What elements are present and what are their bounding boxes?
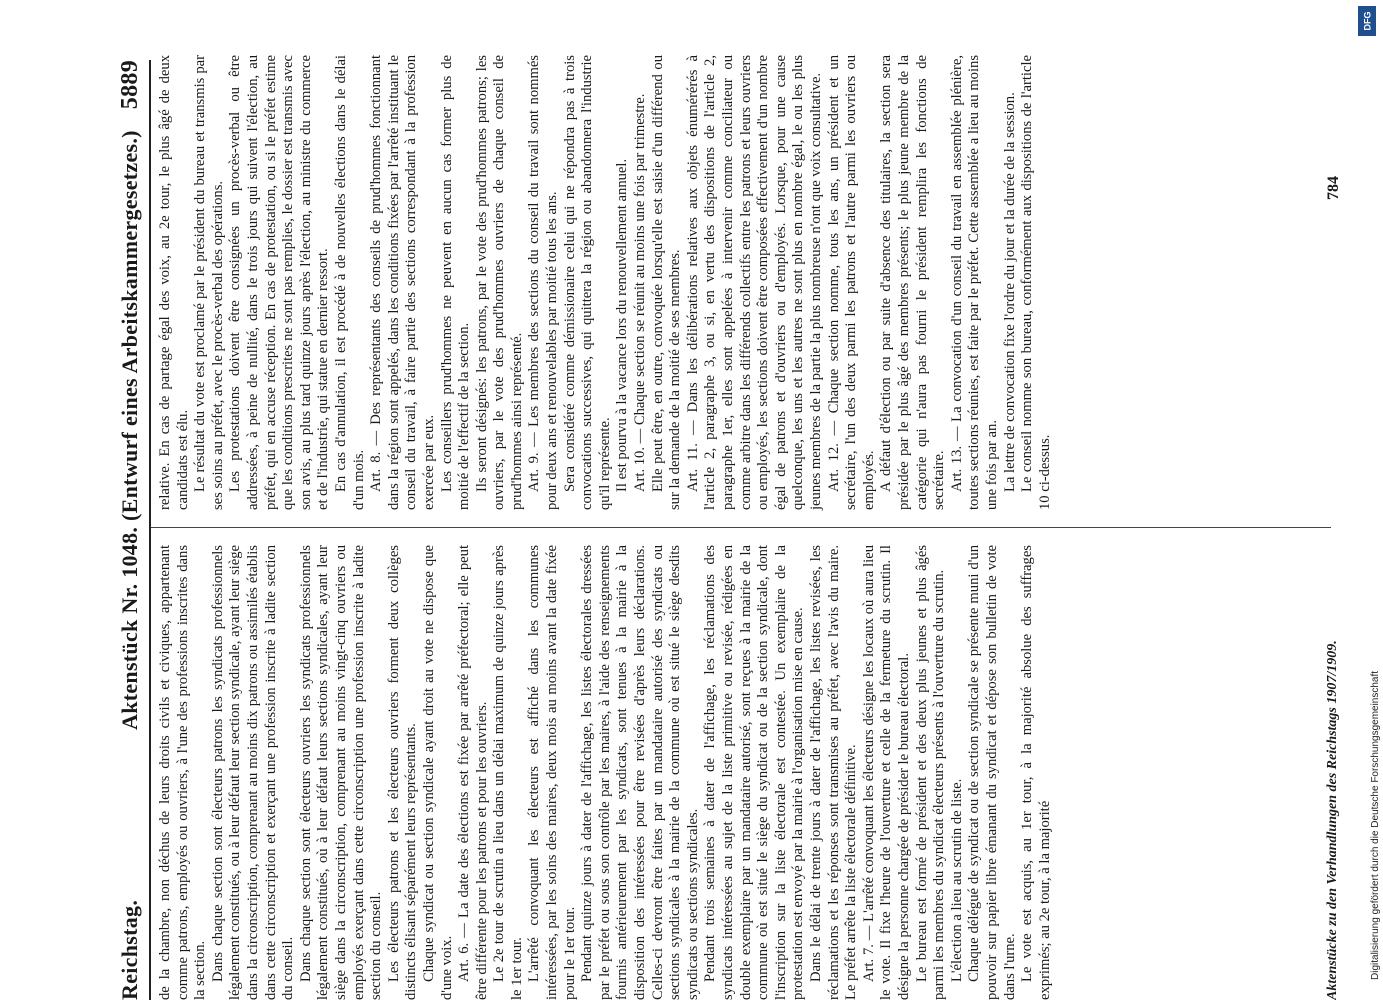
paragraph: Le résultat du vote est proclamé par le président du bureau et transmis par ses soins au préfet, avec le procès-verbal des opérations. [192, 55, 226, 510]
paragraph: Art. 8. — Des représentants des conseils de prud'hommes fonctionnant dans la région sont appelés, dans les conditions fixées par l'arrêté instituant le conseil du travail, à faire partie des sections correspondant à la profession exercée par eux. [368, 55, 437, 510]
paragraph: Chaque syndicat ou section syndicale ayant droit au vote ne dispose que d'une voix. [420, 545, 455, 1000]
footer-left: Aktenstücke zu den Verhandlungen des Reichstags 1907/1909. [1325, 640, 1340, 1000]
paragraph: relative. En cas de partage égal des voix, au 2e tour, le plus âgé de deux candidats est élu. [157, 55, 191, 510]
credit-text: Digitalisierung gefördert durch die Deutsche Forschungsgemeinschaft [1370, 670, 1381, 980]
header-center: Aktenstück Nr. 1048. (Entwurf eines Arbeitskammergesetzes.) [117, 130, 142, 730]
paragraph: Le 2e tour de scrutin a lieu dans un délai maximum de quinze jours après le 1er tour. [491, 545, 525, 1000]
page-number: 5889 [117, 60, 143, 110]
page-header [115, 60, 149, 1000]
digitization-credit [1356, 20, 1381, 980]
paragraph: Ils seront désignés: les patrons, par le vote des prud'hommes patrons; les ouvriers, par le vote des prud'hommes ouvriers de chaque conseil de prud'hommes ainsi représenté. [473, 55, 525, 510]
paragraph: Art. 7. — L'arrêté convoquant les électeurs désigne les locaux où aura lieu le vote. Il fixe l'heure de l'ouverture et celle de la fermeture du scrutin. Il désigne la personne chargée de présider le bureau électoral. [860, 545, 912, 1000]
paragraph: L'arrêté convoquant les électeurs est affiché dans les communes intéressées, par les soins des maires, deux mois au moins avant la date fixée pour le 1er tour. [526, 545, 578, 1000]
column-divider [151, 527, 1331, 528]
paragraph: Chaque délégué de syndicat ou de section syndicale se présente muni d'un pouvoir sur papier libre émanant du syndicat et dépose son bulletin de vote dans l'urne. [966, 545, 1018, 1000]
paragraph: Les protestations doivent être consignées un procès-verbal ou être addressées, à peine de nullité, dans le trois jours qui suivent l'élection, au préfet, qui en accuse réception. En cas de protestation, ou si le préfet estime que les conditions prescrites ne sont pas remplies, le dossier est transmis avec son avis, au plus tard quinze jours après l'élection, au ministre du commerce et de l'industrie, qui statue en dernier ressort. [227, 55, 332, 510]
paragraph: Art. 6. — La date des élections est fixée par arrêté préfectoral; elle peut être différente pour les patrons et pour les ouvriers. [456, 545, 490, 1000]
paragraph: Dans chaque section sont électeurs patrons les syndicats professionnels légalement constitués, ou à leur défaut leur section syndicale, ayant leur siège dans la circonscription, comprenant au moins dix patrons ou assimilés établis dans cette circonscription et exerçant une profession inscrite à ladite section du conseil. [209, 545, 297, 1000]
paragraph: L'élection a lieu au scrutin de liste. [948, 778, 965, 982]
paragraph: Les électeurs patrons et les électeurs ouvriers forment deux collèges distincts élisant séparément leurs représentants. [385, 545, 420, 1000]
paragraph: Le bureau est formé de président et des deux plus jeunes et plus âgés parmi les membres du syndicat électeurs présents à l'ouverture du scrutin. [913, 545, 948, 1000]
left-column [157, 545, 1054, 1000]
paragraph: A défaut d'élection ou par suite d'absence des titulaires, la section sera présidée par le plus âgé des membres présents; le plus jeune membre de la catégorie qui n'aura pas fourni le président remplira les fonctions de secrétaire. [878, 55, 948, 510]
header-left: Reichstag. [117, 899, 142, 1000]
paragraph: de la chambre, non déchus de leurs droits civils et civiques, appartenant comme patrons, employés ou ouvriers, à l'une des professions inscrites dans la section. [157, 545, 209, 1000]
paragraph: Le conseil nomme son bureau, conformément aux dispositions de l'article 10 ci-dessus. [1019, 55, 1053, 510]
paragraph: Elle peut être, en outre, convoquée lorsqu'elle est saisie d'un différend ou sur la demande de la moitié de ses membres. [649, 55, 684, 510]
paragraph: Les conseillers prud'hommes ne peuvent en aucun cas former plus de moitié de l'effectif de la section. [438, 55, 473, 510]
paragraph: Dans le délai de trente jours à dater de l'affichage, les listes revisées, les réclamations et les réponses sont transmises au préfet, avec l'avis du maire. Le préfet arrête la liste électorale définitive. [807, 545, 860, 1000]
paragraph: Il est pourvu à la vacance lors du renouvellement annuel. [614, 158, 631, 492]
paragraph: Art. 11. — Dans les délibérations relatives aux objets énumérérés à l'article 2, paragraphe 3, ou si, en vertu des dispositions de l'article 2, paragraphe 1er, elles sont appelées à intervenir comme conciliateur ou comme arbitre dans les différends collectifs entre les patrons et leurs ouvriers ou employés, les sections doivent être composées effectivement d'un nombre égal de patrons et d'ouvriers ou d'employés. Lorsque, pour une cause quelconque, les uns et les autres ne sont plus en nombre égal, le ou les plus jeunes membres de la partie la plus nombreuse n'ont que voix consultative. [684, 55, 824, 510]
paragraph: Art. 13. — La convocation d'un conseil du travail en assemblée plénière, toutes sections réunies, est faite par le préfet. Cette assemblée a lieu au moins une fois par an. [948, 55, 1000, 510]
paragraph: Pendant trois semaines à dater de l'affichage, les réclamations des syndicats intéressées au sujet de la liste primitive ou revisée, rédigées en double exemplaire par un mandataire autorisé, sont reçues à la mairie de la commune où est situé le siège du syndicat ou de la section syndicale, dont l'inscription sur la liste électorale est contestée. Un exemplaire de la protestation est envoyé par la mairie à l'organisation mise en cause. [702, 545, 807, 1000]
paragraph: Dans chaque section sont électeurs ouvriers les syndicats professionnels légalement constitués, où à leur défaut leurs sections syndicales, ayant leur siège dans la circonscription, comprenant au moins vingt-cinq ouvriers ou employés exerçant dans cette circonscription une profession inscrite à ladite section du conseil. [297, 545, 385, 1000]
paragraph: Pendant quinze jours à dater de l'affichage, les listes électorales dressées par le préfet ou sous son contrôle par les maires, à l'aide des renseignements fournis antérieurement par les syndicats, sont tenues à la mairie à la disposition des intéressées pour être revisées d'après leurs déclarations. Celles-ci devront être faites par un mandataire autorisé des syndicats ou sections syndicales à la mairie de la commune où est situé le siège desdits syndicats ou sections syndicales. [579, 545, 701, 1000]
paragraph: Le vote est acquis, au 1er tour, à la majorité absolue des suffrages exprimés; au 2e tour, à la majorité [1019, 545, 1053, 1000]
paragraph: Art. 10. — Chaque section se réunit au moins une fois par trimestre. [632, 93, 649, 492]
footer-page-mark: 784 [1325, 176, 1342, 200]
paragraph: Sera considéré comme démissionaire celui qui ne répondra pas à trois convocations successives, qui quittera la région ou abandonnera l'industrie qu'il représente. [561, 55, 613, 510]
right-column [157, 55, 1054, 510]
dfg-logo-text: DFG [1362, 11, 1372, 31]
paragraph: La lettre de convocation fixe l'ordre du jour et la durée de la session. [1001, 92, 1018, 492]
paragraph: Art. 9. — Les membres des sections du conseil du travail sont nommés pour deux ans et renouvelables par moitié tous les ans. [526, 55, 561, 510]
document-page [115, 0, 1383, 1000]
paragraph: Art. 12. — Chaque section nomme, tous les ans, un président et un secrétaire, l'un des deux parmi les patrons et l'autre parmi les ouvriers ou employés. [825, 55, 877, 510]
paragraph: En cas d'annulation, il est procédé à de nouvelles élections dans le délai d'un mois. [332, 55, 367, 510]
header-rule [149, 60, 151, 1000]
